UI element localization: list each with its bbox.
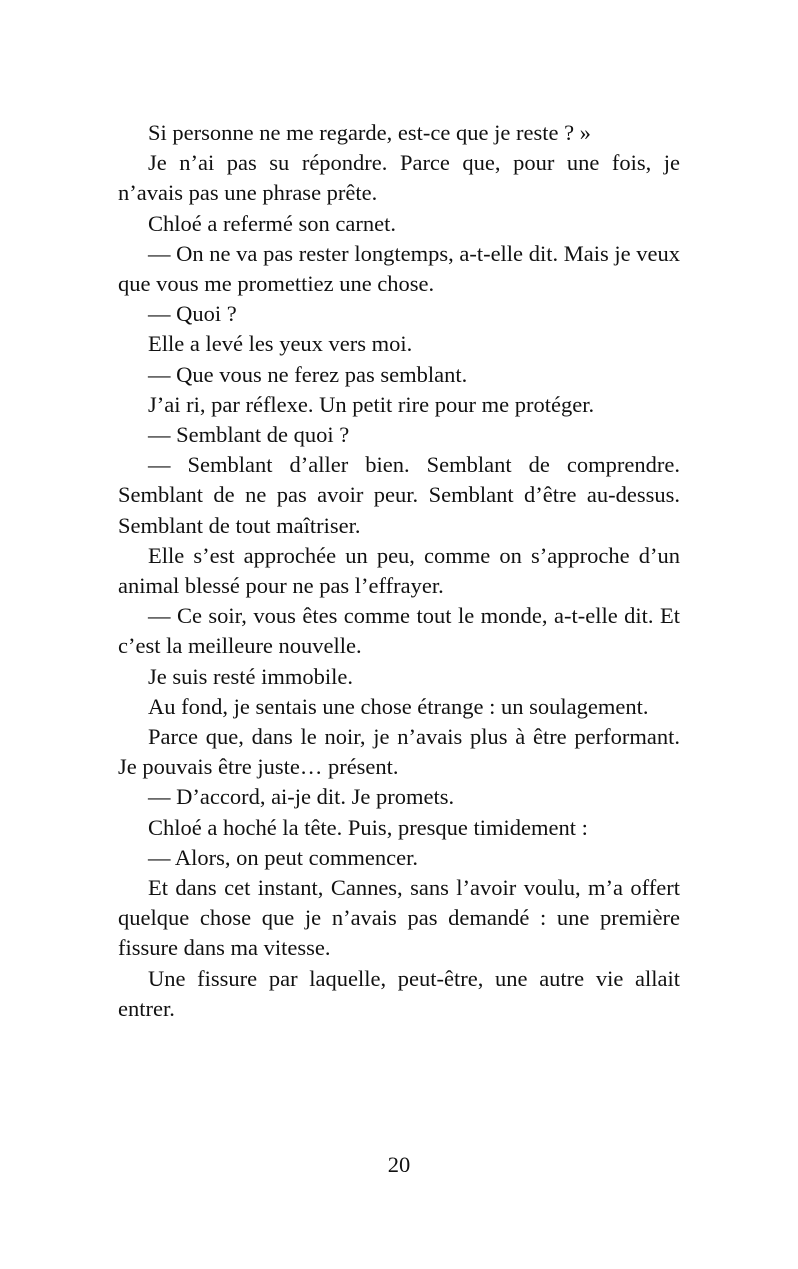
- paragraph: Elle s’est approchée un peu, comme on s’approche d’un animal blessé pour ne pas l’effrayer.: [118, 542, 680, 599]
- paragraph: Au fond, je sentais une chose étrange : un soulagement.: [148, 693, 649, 719]
- paragraph: J’ai ri, par réflexe. Un petit rire pour me protéger.: [148, 391, 595, 417]
- paragraph: — Ce soir, vous êtes comme tout le monde, a-t-elle dit. Et c’est la meilleure nouvelle.: [118, 603, 680, 659]
- paragraph: Elle a levé les yeux vers moi.: [148, 331, 413, 357]
- paragraph: — Quoi ?: [148, 301, 237, 327]
- paragraph: — D’accord, ai-je dit. Je promets.: [148, 784, 455, 810]
- paragraph: — Semblant d’aller bien. Semblant de comprendre. Semblant de ne pas avoir peur. Semblant d’être au-dessus. Semblant de tout maîtriser.: [118, 452, 680, 538]
- paragraph: Chloé a refermé son carnet.: [148, 210, 397, 236]
- paragraph: Si personne ne me regarde, est-ce que je reste ? »: [148, 120, 591, 145]
- paragraph: — Semblant de quoi ?: [148, 422, 350, 448]
- paragraph: Parce que, dans le noir, je n’avais plus à être performant. Je pouvais être juste… présent.: [118, 724, 680, 780]
- paragraph: — Que vous ne ferez pas semblant.: [148, 361, 468, 387]
- paragraph: Je n’ai pas su répondre. Parce que, pour une fois, je n’avais pas une phrase prête.: [118, 150, 680, 206]
- paragraph: — Alors, on peut commencer.: [148, 844, 418, 870]
- paragraph: Et dans cet instant, Cannes, sans l’avoir voulu, m’a offert quelque chose que je n’avais pas demandé : une première fissure dans ma vitesse.: [118, 875, 680, 961]
- paragraph: Chloé a hoché la tête. Puis, presque timidement :: [148, 814, 588, 840]
- page-number: 20: [387, 1152, 411, 1177]
- paragraph: Une fissure par laquelle, peut-être, une autre vie allait entrer.: [118, 965, 680, 1021]
- paragraph: Je suis resté immobile.: [148, 663, 353, 689]
- paragraph: — On ne va pas rester longtemps, a-t-elle dit. Mais je veux que vous me promettiez une chose.: [118, 240, 680, 297]
- body-text: [118, 118, 680, 1024]
